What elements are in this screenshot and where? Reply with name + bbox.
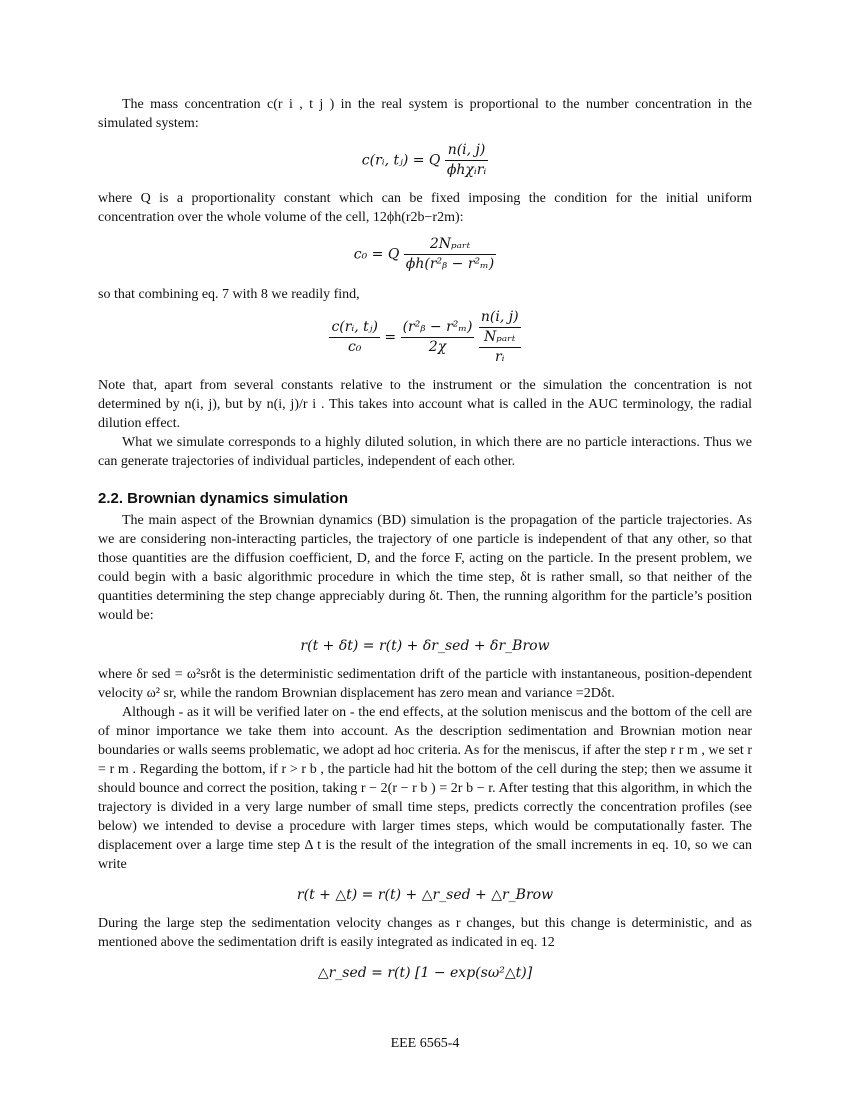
paragraph-diluted: What we simulate corresponds to a highly diluted solution, in which there are no particle interactions. Thus we can generate trajectories of individual particles, independent of each other. bbox=[98, 435, 752, 469]
equation-2-numerator: 2Nₚₐᵣₜ bbox=[404, 235, 496, 255]
equation-2 bbox=[98, 235, 752, 279]
equation-3-fraction-a bbox=[329, 318, 380, 357]
equation-2-fraction bbox=[404, 235, 496, 274]
equation-3-c-top: n(i, j) bbox=[479, 308, 521, 328]
equation-2-lhs: c₀ = Q bbox=[353, 246, 400, 263]
equation-3-b-denominator: 2χ bbox=[428, 339, 447, 355]
equation-1-fraction bbox=[445, 141, 488, 180]
paragraph-drift: where δr sed = ω²srδt is the deterministic sedimentation drift of the particle with instantaneous, position-dependent velocity ω² sr, while the random Brownian displacement has zero mean and variance =2Dδt. bbox=[98, 667, 752, 701]
paper-page bbox=[98, 95, 752, 986]
paragraph-note: Note that, apart from several constants relative to the instrument or the simulation the concentration is not determined by n(i, j), but by n(i, j)/r i . This takes into account what is called in the AUC terminology, the radial dilution effect. bbox=[98, 378, 752, 431]
equation-1-numerator: n(i, j) bbox=[445, 141, 488, 161]
section-heading: 2.2. Brownian dynamics simulation bbox=[98, 490, 349, 507]
paragraph-proportionality: where Q is a proportionality constant which can be fixed imposing the condition for the initial uniform concentration over the whole volume of the cell, 12ϕh(r2b−r2m): bbox=[98, 191, 752, 225]
equation-4: r(t + δt) = r(t) + δr_sed + δr_Brow bbox=[300, 638, 550, 654]
equation-1-denominator: ϕhχᵢrᵢ bbox=[446, 162, 487, 178]
equation-1 bbox=[98, 141, 752, 183]
equation-3-a-denominator: c₀ bbox=[347, 339, 362, 355]
page-footer: EEE 6565-4 bbox=[390, 1036, 460, 1051]
equation-6: △r_sed = r(t) [1 − exp(sω²△t)] bbox=[317, 965, 533, 981]
paragraph-mass-concentration: The mass concentration c(r i , t j ) in the real system is proportional to the number concentration in the simulated system: bbox=[98, 97, 752, 131]
equation-3-c-denominator: rᵢ bbox=[494, 349, 505, 365]
equation-3-c-middle: Nₚₐᵣₜ bbox=[479, 328, 521, 348]
equation-3-equals: = bbox=[384, 329, 397, 346]
equation-5: r(t + △t) = r(t) + △r_sed + △r_Brow bbox=[296, 887, 554, 903]
equation-3-a-numerator: c(rᵢ, tⱼ) bbox=[329, 318, 380, 338]
equation-3-fraction-b bbox=[401, 318, 475, 357]
equation-3 bbox=[98, 308, 752, 370]
paragraph-end-effects: Although - as it will be verified later on - the end effects, at the solution meniscus and the bottom of the cell are of minor importance we take them into account. As the description sedimentation and Brownian motion near boundaries or walls seems problematic, we adopt ad hoc criteria. As for the meniscus, if after the step r r m , we set r = r m . Regarding the bottom, if r > r b , the particle had hit the bottom of the cell during the step; then we assume it should bounce and correct the position, taking r − 2(r − r b ) = 2r b − r. After testing that this algorithm, in which the trajectory is divided in a very large number of small time steps, predicts correctly the concentration profiles (see below) we intended to devise a procedure with larger times steps, which would be computationally faster. The displacement over a large time step Δ t is the result of the integration of the small increments in eq. 10, so we can write bbox=[98, 705, 752, 872]
equation-2-denominator: ϕh(r²ᵦ − r²ₘ) bbox=[405, 256, 495, 272]
equation-3-b-numerator: (r²ᵦ − r²ₘ) bbox=[401, 318, 475, 338]
paragraph-large-step: During the large step the sedimentation velocity changes as r changes, but this change is deterministic, and as mentioned above the sedimentation drift is easily integrated as indicated in eq. 12 bbox=[98, 916, 752, 950]
equation-3-fraction-c bbox=[479, 308, 521, 367]
equation-1-lhs: c(rᵢ, tⱼ) = Q bbox=[361, 152, 441, 169]
paragraph-combining: so that combining eq. 7 with 8 we readily find, bbox=[98, 287, 360, 302]
paragraph-bd-main: The main aspect of the Brownian dynamics (BD) simulation is the propagation of the particle trajectories. As we are considering non-interacting particles, the trajectory of one particle is independent of that any other, so that those quantities are the diffusion coefficient, D, and the force F, acting on the particle. In the present problem, we could begin with a basic algorithmic procedure in which the time step, δt is rather small, so that neither of the quantities determining the step change appreciably during δt. Then, the running algorithm for the particle’s position would be: bbox=[98, 513, 752, 623]
